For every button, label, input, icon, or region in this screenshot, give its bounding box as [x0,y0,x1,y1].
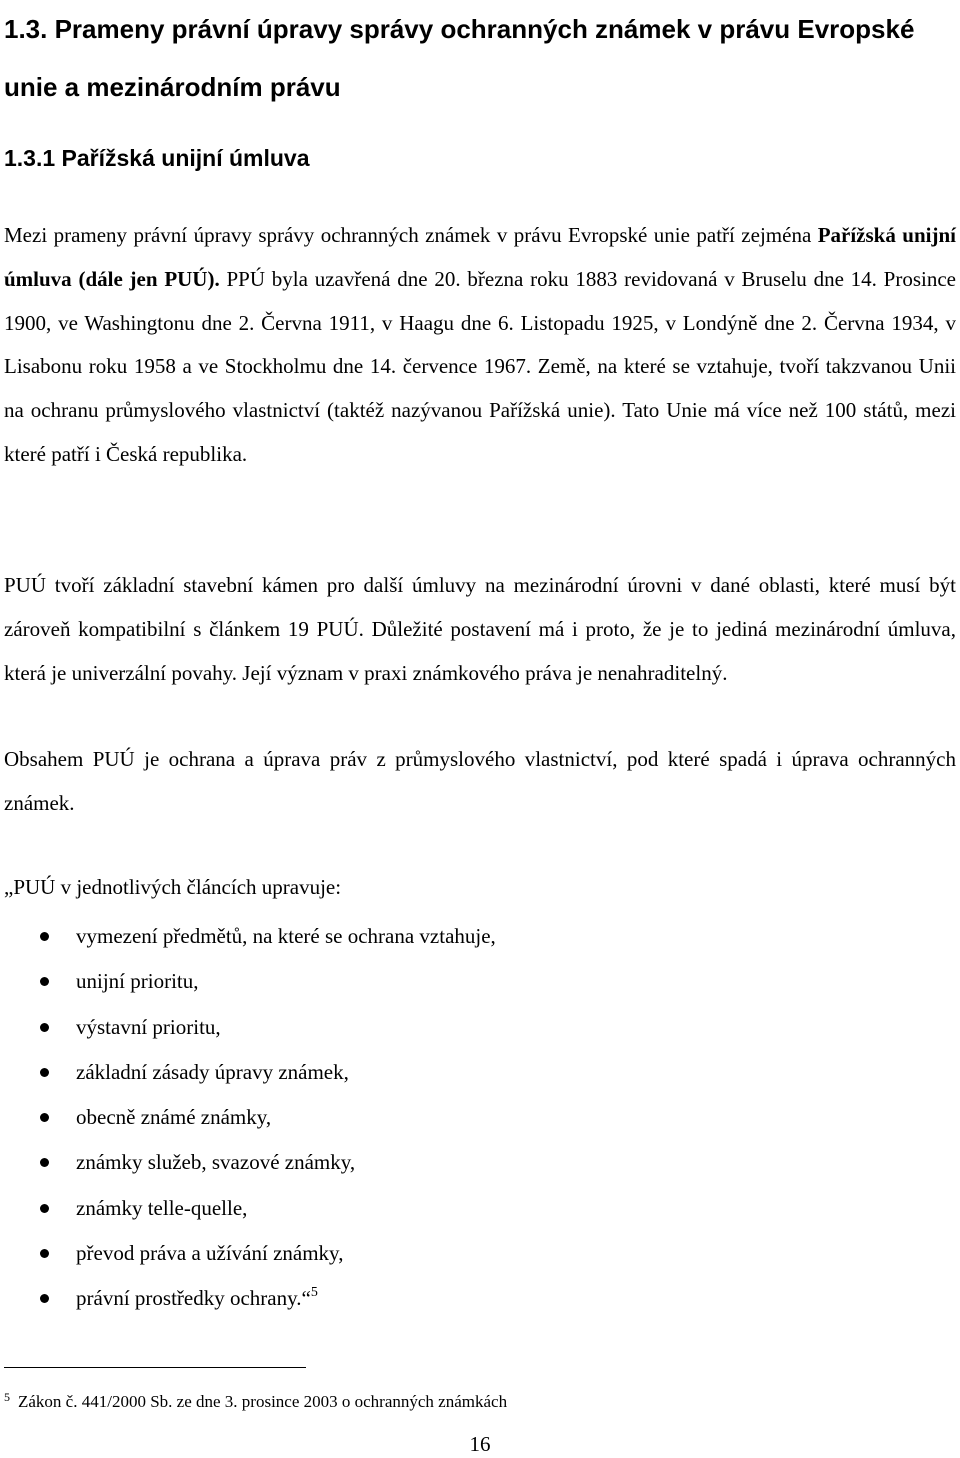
list-item: známky služeb, svazové známky, [0,1140,496,1185]
footnote-number: 5 [4,1390,10,1404]
footnote-text: Zákon č. 441/2000 Sb. ze dne 3. prosince 2003 o ochranných známkách [18,1392,508,1411]
page-number: 16 [469,1432,491,1456]
list-item: vymezení předmětů, na které se ochrana vztahuje, [0,914,496,959]
list-item: právní prostředky ochrany.“$^5$ [0,1276,496,1321]
footnote-divider [4,1367,306,1368]
paragraph-rest-text: PPÚ byla uzavřená dne 20. března roku 1883 revidovaná v Bruselu dne 14. Prosince 1900, ve Washingtonu dne 2. Června 1911, v Haagu dne 6. Listopadu 1925, v Londýně dne 2. Června 1934, v Lisabonu roku 1958 a ve Stockholmu dne 14. července 1967. Země, na které se vztahuje, tvoří takzvanou Unii na ochranu průmyslového vlastnictví (taktéž nazývanou Pařížská unie). Tato Unie má více než 100 států, mezi které patří i Česká republika. [4,266,957,466]
article-topics-list [0,914,496,1322]
footnote [4,1390,507,1414]
list-item: základní zásady úpravy známek, [0,1050,496,1095]
list-item: výstavní prioritu, [0,1005,496,1050]
paragraph-puu-foundation: PUÚ tvoří základní stavební kámen pro další úmluvy na mezinárodní úrovni v dané oblasti, které musí být zároveň kompatibilní s článkem 19 PUÚ. Důležité postavení má i proto, že je to jediná mezinárodní úmluva, která je univerzální povahy. Její význam v praxi známkového práva je nenahraditelný. [4,573,956,685]
section-heading: 1.3. Prameny právní úpravy správy ochranných známek v právu Evropské unie a mezinárodním právu [4,14,915,102]
list-item: známky telle-quelle, [0,1186,496,1231]
list-item: unijní prioritu, [0,959,496,1004]
paragraph-intro-text: Mezi prameny právní úpravy správy ochranných známek v právu Evropské unie patří zejména [4,223,818,247]
list-item: obecně známé známky, [0,1095,496,1140]
paragraph-puu-content: Obsahem PUÚ je ochrana a úprava práv z průmyslového vlastnictví, pod které spadá i úprava ochranných známek. [4,747,956,815]
paragraph-bold-text: Pařížská unijní úmluva (dále jen PUÚ). [4,223,956,291]
list-intro: „PUÚ v jednotlivých článcích upravuje: [4,875,342,899]
list-item: převod práva a užívání známky, [0,1231,496,1276]
footnote-reference[interactable]: 5 [310,1285,318,1301]
subsection-heading: 1.3.1 Pařížská unijní úmluva [4,145,310,171]
paragraph-paris-convention [4,214,956,477]
